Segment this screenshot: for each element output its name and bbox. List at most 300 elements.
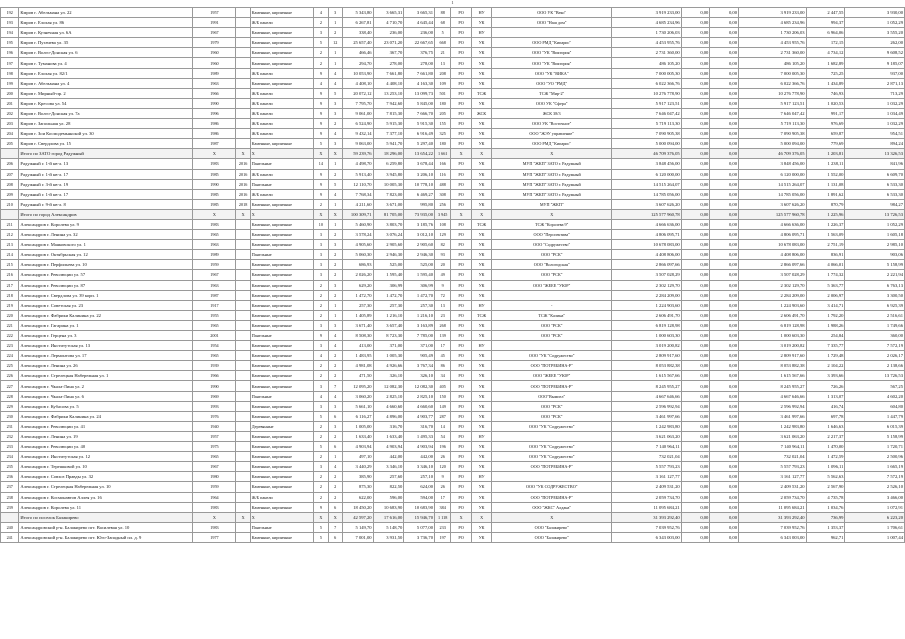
cost-fed-cell: 0,00 bbox=[681, 512, 710, 522]
cost-region-cell: 0,00 bbox=[710, 199, 739, 209]
sections-cell: 4 bbox=[328, 189, 342, 199]
floors-cell: 2 bbox=[314, 300, 328, 310]
unit-cost-cell: 1 988,26 bbox=[806, 320, 845, 330]
floors-cell: 2 bbox=[314, 48, 328, 58]
page-number: 1 bbox=[451, 0, 454, 5]
management-org-cell: ООО "ЖЭУ управление" bbox=[492, 129, 612, 139]
address-cell: Кмров г. Абельмана ул. 22 bbox=[19, 8, 193, 18]
address-cell: Александров г. Ленина ул. 19 bbox=[19, 431, 193, 441]
address-cell: Александров г. Фабрики Калинина ул. 22 bbox=[19, 310, 193, 320]
year-cell: 1963 bbox=[193, 240, 236, 250]
cost-fed-cell: 0,00 bbox=[681, 230, 710, 240]
management-type-cell: УК bbox=[471, 58, 491, 68]
unit-cost-cell: 976,69 bbox=[806, 119, 845, 129]
cost-owners-cell: 10 678 083,00 bbox=[739, 240, 807, 250]
row-number: 199 bbox=[1, 78, 19, 88]
wall-material-cell: Каменные, кирпичные bbox=[250, 411, 313, 421]
living-area-cell: 3 671,00 bbox=[373, 199, 404, 209]
year-cell: 1954 bbox=[193, 341, 236, 351]
cost-region-cell: 0,00 bbox=[710, 310, 739, 320]
residents-cell: 116 bbox=[435, 169, 451, 179]
year-cell: 1996 bbox=[193, 108, 236, 118]
row-number: 225 bbox=[1, 361, 19, 371]
total-cost-cell: 46 709 376,05 bbox=[612, 149, 682, 159]
limit-cost-cell: 3 300,50 bbox=[845, 290, 905, 300]
cost-owners-cell: 3 919 233,00 bbox=[739, 8, 807, 18]
floors-cell: 5 bbox=[314, 411, 328, 421]
total-cost-cell: 3 019 200,82 bbox=[612, 341, 682, 351]
cost-region-cell: 0,00 bbox=[710, 250, 739, 260]
wall-material-cell: Панельные bbox=[250, 250, 313, 260]
cost-fed-cell: 0,00 bbox=[681, 88, 710, 98]
cost-region-cell: 0,00 bbox=[710, 331, 739, 341]
floors-cell: 2 bbox=[314, 290, 328, 300]
management-org-cell: ООО "РСК" bbox=[492, 411, 612, 421]
management-org-cell bbox=[492, 28, 612, 38]
cost-owners-cell: 3 019 200,82 bbox=[739, 341, 807, 351]
floors-cell: 2 bbox=[314, 431, 328, 441]
table-row bbox=[1, 108, 905, 118]
address-cell: Кмров г. Пугачева ул. 35 bbox=[19, 38, 193, 48]
row-number: 215 bbox=[1, 260, 19, 270]
unit-cost-cell: 1 238,11 bbox=[806, 159, 845, 169]
management-type-cell: НУ bbox=[471, 300, 491, 310]
address-cell: Кмров г. Запольная ул. 28 bbox=[19, 119, 193, 129]
fund-method-cell: X bbox=[451, 149, 471, 159]
total-cost-cell: 125 577 960,78 bbox=[612, 209, 682, 219]
year2-cell bbox=[236, 532, 250, 542]
cost-region-cell: 0,00 bbox=[710, 209, 739, 219]
floors-cell: 9 bbox=[314, 502, 328, 512]
fund-method-cell: X bbox=[451, 512, 471, 522]
unit-cost-cell: 4 066,01 bbox=[806, 260, 845, 270]
year-cell: 1991 bbox=[193, 18, 236, 28]
residents-cell: 93 bbox=[435, 250, 451, 260]
limit-cost-cell: 713,29 bbox=[845, 88, 905, 98]
management-org-cell: X bbox=[492, 149, 612, 159]
cost-region-cell: 0,00 bbox=[710, 78, 739, 88]
residential-area-cell: 4 903,77 bbox=[404, 411, 435, 421]
cost-fed-cell: 0,00 bbox=[681, 280, 710, 290]
total-cost-cell: 7 646 047,42 bbox=[612, 108, 682, 118]
cost-fed-cell: 0,00 bbox=[681, 98, 710, 108]
cost-fed-cell: 0,00 bbox=[681, 502, 710, 512]
residents-cell: 72 bbox=[435, 290, 451, 300]
address-cell: Александров г. Октябрьская ул. 12 bbox=[19, 250, 193, 260]
management-org-cell bbox=[492, 341, 612, 351]
table-row bbox=[1, 522, 905, 532]
living-area-cell: 18 296,00 bbox=[373, 149, 404, 159]
total-cost-cell: 7 039 952,76 bbox=[612, 522, 682, 532]
unit-cost-cell: 736,99 bbox=[806, 512, 845, 522]
cost-region-cell: 0,00 bbox=[710, 280, 739, 290]
unit-cost-cell: 1 792,20 bbox=[806, 310, 845, 320]
wall-material-cell: Панельные bbox=[250, 179, 313, 189]
sections-cell: 6 bbox=[328, 502, 342, 512]
limit-cost-cell: 1 720,71 bbox=[845, 442, 905, 452]
cost-owners-cell: 2 409 531,20 bbox=[739, 482, 807, 492]
total-cost-cell: 486 105,20 bbox=[612, 58, 682, 68]
total-area-cell: 4 903,94 bbox=[342, 442, 373, 452]
year2-cell bbox=[236, 431, 250, 441]
year2-cell bbox=[236, 411, 250, 421]
address-cell: Александров г. Чкала-Лина ул. 6 bbox=[19, 391, 193, 401]
cost-fed-cell: 0,00 bbox=[681, 270, 710, 280]
management-org-cell: ООО "Балакирево" bbox=[492, 532, 612, 542]
total-cost-cell: 1 242 983,80 bbox=[612, 421, 682, 431]
total-cost-cell: 1 615 567,66 bbox=[612, 371, 682, 381]
management-type-cell: ТСЖ bbox=[471, 219, 491, 229]
cost-owners-cell: 732 021,04 bbox=[739, 452, 807, 462]
fund-method-cell: РО bbox=[451, 28, 471, 38]
address-cell: Кмров г. Туманова ул. 4 bbox=[19, 58, 193, 68]
sections-cell: 12 bbox=[328, 38, 342, 48]
living-area-cell: 8 723,30 bbox=[373, 331, 404, 341]
row-number: 222 bbox=[1, 331, 19, 341]
residential-area-cell: 10 683,90 bbox=[404, 502, 435, 512]
sections-cell: 1 bbox=[328, 159, 342, 169]
cost-owners-cell: 4 408 806,00 bbox=[739, 250, 807, 260]
unit-cost-cell: 6 964,06 bbox=[806, 28, 845, 38]
floors-cell: 2 bbox=[314, 472, 328, 482]
limit-cost-cell: 7 572,19 bbox=[845, 472, 905, 482]
year2-cell bbox=[236, 98, 250, 108]
year-cell: 1985 bbox=[193, 169, 236, 179]
year-cell: 1959 bbox=[193, 482, 236, 492]
row-number: 203 bbox=[1, 119, 19, 129]
table-row bbox=[1, 462, 905, 472]
management-type-cell: УК bbox=[471, 462, 491, 472]
living-area-cell: 278,00 bbox=[373, 58, 404, 68]
floors-cell: 9 bbox=[314, 88, 328, 98]
management-type-cell: УК bbox=[471, 68, 491, 78]
row-number: 205 bbox=[1, 139, 19, 149]
fund-method-cell: РО bbox=[451, 472, 471, 482]
sections-cell: 5 bbox=[328, 179, 342, 189]
management-type-cell: УК bbox=[471, 159, 491, 169]
total-area-cell: 622,00 bbox=[342, 492, 373, 502]
table-row bbox=[1, 18, 905, 28]
cost-fed-cell: 0,00 bbox=[681, 522, 710, 532]
residential-area-cell: 12 082,30 bbox=[404, 381, 435, 391]
management-type-cell: НУ bbox=[471, 8, 491, 18]
unit-cost-cell: 1 353,37 bbox=[806, 522, 845, 532]
year2-cell bbox=[236, 58, 250, 68]
address-cell: Радужный г. 3-й кв-л. 19 bbox=[19, 179, 193, 189]
row-number: 223 bbox=[1, 341, 19, 351]
living-area-cell: 1 216,10 bbox=[373, 310, 404, 320]
total-area-cell: 10 053,90 bbox=[342, 68, 373, 78]
year-cell: 1989 bbox=[193, 250, 236, 260]
residential-area-cell: 1 472,70 bbox=[404, 290, 435, 300]
management-type-cell: УК bbox=[471, 280, 491, 290]
residents-cell: 26 bbox=[435, 482, 451, 492]
management-org-cell: ООО "ПОТРЕБИНА-Р" bbox=[492, 381, 612, 391]
unit-cost-cell: 7 335,77 bbox=[806, 341, 845, 351]
sections-cell: 3 bbox=[328, 98, 342, 108]
total-cost-cell: 8 245 955,27 bbox=[612, 381, 682, 391]
sections-cell: 2 bbox=[328, 371, 342, 381]
year-cell: 1985 bbox=[193, 199, 236, 209]
residential-area-cell: 4 660,60 bbox=[404, 401, 435, 411]
wall-material-cell: Каменные, кирпичные bbox=[250, 472, 313, 482]
total-area-cell: 12 110,70 bbox=[342, 179, 373, 189]
table-row bbox=[1, 78, 905, 88]
residents-cell: 155 bbox=[435, 119, 451, 129]
wall-material-cell: Каменные, кирпичные bbox=[250, 8, 313, 18]
management-org-cell: X bbox=[492, 512, 612, 522]
residential-area-cell: 257,10 bbox=[404, 472, 435, 482]
table-row bbox=[1, 300, 905, 310]
unit-cost-cell: 991,17 bbox=[806, 108, 845, 118]
cost-fed-cell: 0,00 bbox=[681, 361, 710, 371]
floors-cell: 5 bbox=[314, 522, 328, 532]
cost-owners-cell: 5 917 123,51 bbox=[739, 98, 807, 108]
fund-method-cell: РО bbox=[451, 98, 471, 108]
cost-fed-cell: 0,00 bbox=[681, 169, 710, 179]
unit-cost-cell: 5 562,63 bbox=[806, 472, 845, 482]
year-cell: 1990 bbox=[193, 98, 236, 108]
residents-cell: 34 bbox=[435, 371, 451, 381]
limit-cost-cell: 3 466,00 bbox=[845, 492, 905, 502]
cost-fed-cell: 0,00 bbox=[681, 179, 710, 189]
cost-fed-cell: 0,00 bbox=[681, 199, 710, 209]
total-area-cell: 25 657,40 bbox=[342, 38, 373, 48]
management-org-cell: X bbox=[492, 209, 612, 219]
cost-fed-cell: 0,00 bbox=[681, 240, 710, 250]
row-number: 208 bbox=[1, 179, 19, 189]
fund-method-cell: РО bbox=[451, 58, 471, 68]
row-number: 241 bbox=[1, 532, 19, 542]
floors-cell: 2 bbox=[314, 58, 328, 68]
total-area-cell: 6 116,27 bbox=[342, 411, 373, 421]
total-cost-cell: 10 276 778,90 bbox=[612, 88, 682, 98]
management-type-cell: УК bbox=[471, 179, 491, 189]
row-number: 212 bbox=[1, 230, 19, 240]
table-row bbox=[1, 28, 905, 38]
year2-cell bbox=[236, 240, 250, 250]
address-cell: Кмров г. Волго-Донская ул. 6 bbox=[19, 48, 193, 58]
cost-owners-cell: 10 276 778,90 bbox=[739, 88, 807, 98]
living-area-cell: 3 945,80 bbox=[373, 169, 404, 179]
floors-cell: 9 bbox=[314, 331, 328, 341]
floors-cell: 4 bbox=[314, 351, 328, 361]
cost-owners-cell: 3 848 456,00 bbox=[739, 159, 807, 169]
year-cell: 1939 bbox=[193, 361, 236, 371]
management-org-cell: ООО УК "Веко" bbox=[492, 8, 612, 18]
unit-cost-cell: 2 104,22 bbox=[806, 361, 845, 371]
limit-cost-cell: 6 609,70 bbox=[845, 169, 905, 179]
wall-material-cell: Панельные bbox=[250, 331, 313, 341]
limit-cost-cell: 567,25 bbox=[845, 381, 905, 391]
floors-cell: 4 bbox=[314, 78, 328, 88]
management-org-cell: ООО "УК "Содружество" bbox=[492, 351, 612, 361]
address-cell: Радужный г. 1-й кв-л. 17 bbox=[19, 189, 193, 199]
residential-area-cell: 22 667,65 bbox=[404, 38, 435, 48]
residential-area-cell: 525,00 bbox=[404, 260, 435, 270]
residents-cell: 13 bbox=[435, 58, 451, 68]
wall-material-cell: Панельные bbox=[250, 159, 313, 169]
table-row bbox=[1, 98, 905, 108]
table-row bbox=[1, 431, 905, 441]
residents-cell: 20 bbox=[435, 260, 451, 270]
wall-material-cell: Каменные, кирпичные bbox=[250, 401, 313, 411]
total-cost-cell: 6 343 003,00 bbox=[612, 532, 682, 542]
cost-fed-cell: 0,00 bbox=[681, 341, 710, 351]
row-number: 200 bbox=[1, 88, 19, 98]
table-row bbox=[1, 260, 905, 270]
management-org-cell: ООО "РСК" bbox=[492, 401, 612, 411]
residential-area-cell: 73 935,00 bbox=[404, 209, 435, 219]
residential-area-cell: 7 661,80 bbox=[404, 68, 435, 78]
residential-area-cell: 371,00 bbox=[404, 341, 435, 351]
limit-cost-cell: 2 516,61 bbox=[845, 310, 905, 320]
management-org-cell: ООО "ЖЕЕЕ "УЮР" bbox=[492, 280, 612, 290]
unit-cost-cell: 1 313,07 bbox=[806, 391, 845, 401]
address-cell: Радужный г. 1-й кв-л. 17 bbox=[19, 169, 193, 179]
sections-cell: 1 bbox=[328, 310, 342, 320]
address-cell: Александров г. Стрелецкая Набережная ул. 10 bbox=[19, 482, 193, 492]
table-row bbox=[1, 219, 905, 229]
floors-cell: 2 bbox=[314, 199, 328, 209]
limit-cost-cell: 2 985,10 bbox=[845, 240, 905, 250]
sections-cell: 2 bbox=[328, 270, 342, 280]
cost-owners-cell: 1 615 567,66 bbox=[739, 371, 807, 381]
limit-cost-cell: 894,24 bbox=[845, 139, 905, 149]
total-area-cell: 100 309,71 bbox=[342, 209, 373, 219]
fund-method-cell: РО bbox=[451, 78, 471, 88]
total-cost-cell: 11 095 684,21 bbox=[612, 502, 682, 512]
sections-cell: 1 bbox=[328, 58, 342, 68]
total-area-cell: 413,00 bbox=[342, 341, 373, 351]
wall-material-cell: Каменные, кирпичные bbox=[250, 381, 313, 391]
table-row bbox=[1, 502, 905, 512]
year-cell: 1969 bbox=[193, 391, 236, 401]
sections-cell: 3 bbox=[328, 240, 342, 250]
living-area-cell: 367,70 bbox=[373, 48, 404, 58]
year2-cell bbox=[236, 119, 250, 129]
cost-fed-cell: 0,00 bbox=[681, 38, 710, 48]
year2-cell bbox=[236, 371, 250, 381]
address-cell: Александров г. Революции ул. 87 bbox=[19, 280, 193, 290]
fund-method-cell: РО bbox=[451, 421, 471, 431]
living-area-cell: 81 705,00 bbox=[373, 209, 404, 219]
unit-cost-cell: 1 226,37 bbox=[806, 219, 845, 229]
cost-region-cell: 0,00 bbox=[710, 421, 739, 431]
year-cell: 1963 bbox=[193, 78, 236, 88]
total-area-cell: 18 450,20 bbox=[342, 502, 373, 512]
floors-cell: 4 bbox=[314, 8, 328, 18]
wall-material-cell: Каменные, кирпичные bbox=[250, 290, 313, 300]
unit-cost-cell: 1 563,09 bbox=[806, 230, 845, 240]
management-type-cell: УК bbox=[471, 230, 491, 240]
limit-cost-cell: 2 500,96 bbox=[845, 452, 905, 462]
total-cost-cell: 2 596 992,94 bbox=[612, 401, 682, 411]
total-area-cell: 385,90 bbox=[342, 472, 373, 482]
floors-cell: 5 bbox=[314, 442, 328, 452]
management-type-cell: УК bbox=[471, 240, 491, 250]
residential-area-cell: 1 216,10 bbox=[404, 310, 435, 320]
table-row bbox=[1, 58, 905, 68]
year2-cell bbox=[236, 472, 250, 482]
total-area-cell: 875,30 bbox=[342, 482, 373, 492]
residential-area-cell: 594,00 bbox=[404, 492, 435, 502]
limit-cost-cell: 1 749,66 bbox=[845, 320, 905, 330]
cost-region-cell: 0,00 bbox=[710, 108, 739, 118]
cost-fed-cell: 0,00 bbox=[681, 78, 710, 88]
cost-fed-cell: 0,00 bbox=[681, 310, 710, 320]
year2-cell: 2016 bbox=[236, 179, 250, 189]
fund-method-cell: РО bbox=[451, 361, 471, 371]
wall-material-cell: Каменные, кирпичные bbox=[250, 280, 313, 290]
residents-cell: 668 bbox=[435, 38, 451, 48]
address-cell: Александров г. Ленина ул. 32 bbox=[19, 230, 193, 240]
total-cost-cell: 5 000 094,00 bbox=[612, 139, 682, 149]
total-cost-cell: 2 302 129,70 bbox=[612, 280, 682, 290]
management-type-cell: УК bbox=[471, 351, 491, 361]
management-org-cell: ООО "УК "Содружество" bbox=[492, 442, 612, 452]
table-row bbox=[1, 8, 905, 18]
living-area-cell: 3 076,24 bbox=[373, 230, 404, 240]
row-number: 197 bbox=[1, 58, 19, 68]
living-area-cell: 3 803,70 bbox=[373, 219, 404, 229]
table-row bbox=[1, 129, 905, 139]
total-area-cell: 338,40 bbox=[342, 28, 373, 38]
living-area-cell: 13 253,10 bbox=[373, 88, 404, 98]
fund-method-cell: РО bbox=[451, 431, 471, 441]
cost-fed-cell: 0,00 bbox=[681, 18, 710, 28]
floors-cell: 3 bbox=[314, 28, 328, 38]
limit-cost-cell: 3 930,00 bbox=[845, 8, 905, 18]
residents-cell: 108 bbox=[435, 219, 451, 229]
total-cost-cell: 3 607 626,20 bbox=[612, 199, 682, 209]
residential-area-cell: 15 946,70 bbox=[404, 512, 435, 522]
floors-cell: 9 bbox=[314, 68, 328, 78]
cost-region-cell: 0,00 bbox=[710, 442, 739, 452]
residents-cell: 17 bbox=[435, 341, 451, 351]
row-number: 230 bbox=[1, 411, 19, 421]
cost-owners-cell: 2 059 734,70 bbox=[739, 492, 807, 502]
living-area-cell: 822,50 bbox=[373, 482, 404, 492]
sections-cell: X bbox=[328, 149, 342, 159]
limit-cost-cell: 13 726,53 bbox=[845, 209, 905, 219]
address-cell: Итого по ЗАТО город Радужный bbox=[19, 149, 193, 159]
living-area-cell: 2 905,60 bbox=[373, 240, 404, 250]
residential-area-cell: 5 845,00 bbox=[404, 98, 435, 108]
residential-area-cell: 1 495,33 bbox=[404, 431, 435, 441]
wall-material-cell: Панельные bbox=[250, 391, 313, 401]
cost-region-cell: 0,00 bbox=[710, 8, 739, 18]
fund-method-cell: РО bbox=[451, 159, 471, 169]
cost-owners-cell: 4 667 646,66 bbox=[739, 391, 807, 401]
living-area-cell: 4 896,00 bbox=[373, 411, 404, 421]
total-area-cell: 4 211,60 bbox=[342, 199, 373, 209]
year-cell: 1976 bbox=[193, 411, 236, 421]
residential-area-cell: 995,80 bbox=[404, 199, 435, 209]
address-cell: Александров г. Гагарина ул. 1 bbox=[19, 320, 193, 330]
year-cell: 1964 bbox=[193, 492, 236, 502]
year-cell: 2001 bbox=[193, 331, 236, 341]
wall-material-cell: Каменные, кирпичные bbox=[250, 351, 313, 361]
fund-method-cell: РО bbox=[451, 331, 471, 341]
cost-owners-cell: 8 053 882,38 bbox=[739, 361, 807, 371]
sections-cell: 1 bbox=[328, 18, 342, 28]
residents-cell: 45 bbox=[435, 351, 451, 361]
address-cell: Александровский р-н. Балакирево пгт. Василевая ул. 10 bbox=[19, 522, 193, 532]
table-row bbox=[1, 442, 905, 452]
fund-method-cell: РО bbox=[451, 462, 471, 472]
fund-method-cell: РО bbox=[451, 129, 471, 139]
